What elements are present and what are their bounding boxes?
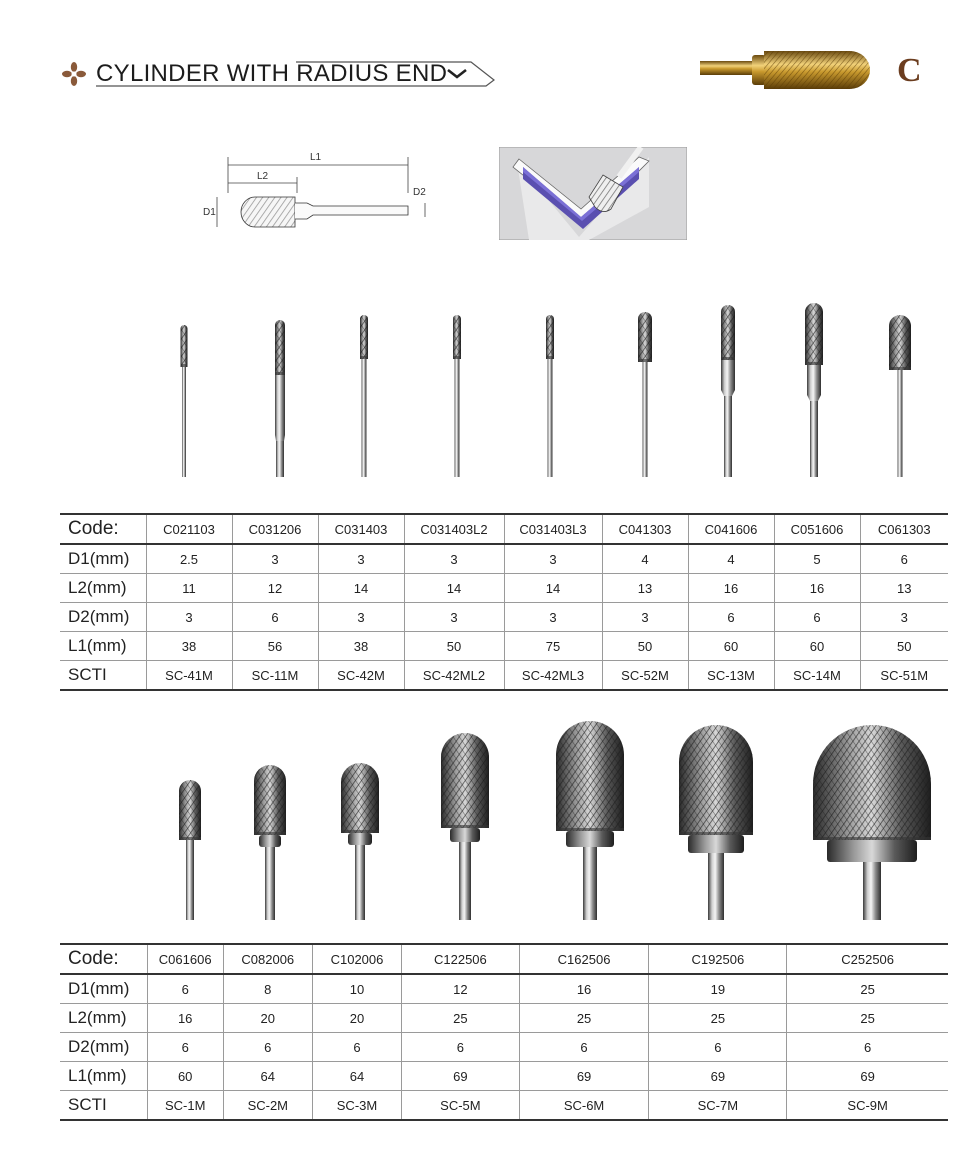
table-cell-d2: 6 [312, 1033, 401, 1062]
usage-illustration [499, 147, 687, 240]
row-label: L2(mm) [60, 1004, 147, 1033]
table-cell-l2: 25 [402, 1004, 520, 1033]
table-cell-l2: 25 [519, 1004, 649, 1033]
table-cell-l1: 69 [519, 1062, 649, 1091]
table-cell-d1: 19 [649, 974, 787, 1004]
table-cell-l1: 50 [602, 632, 688, 661]
table-cell-l1: 56 [232, 632, 318, 661]
table-cell-d2: 3 [602, 603, 688, 632]
chevron-down-icon [448, 70, 466, 77]
dimension-diagram [195, 145, 445, 240]
table-cell-l1: 38 [146, 632, 232, 661]
label-l2: L2 [257, 171, 269, 182]
table-row [60, 1091, 948, 1121]
table-cell-l2: 16 [774, 574, 860, 603]
burr-bit-b5 [679, 725, 753, 920]
table-cell-l1: 75 [504, 632, 602, 661]
row-label: SCTI [60, 661, 146, 691]
table-cell-d2: 6 [519, 1033, 649, 1062]
burr-bit-b4 [556, 721, 624, 920]
table-cell-code: C031403 [318, 514, 404, 544]
tools-row-1 [120, 295, 950, 485]
burr-bit-8 [889, 315, 911, 477]
row-label: L2(mm) [60, 574, 146, 603]
table-cell-l1: 50 [860, 632, 948, 661]
row-label: D2(mm) [60, 603, 146, 632]
table-cell-d1: 3 [404, 544, 504, 574]
table-cell-d2: 6 [147, 1033, 223, 1062]
table-cell-l1: 60 [774, 632, 860, 661]
table-cell-l1: 69 [787, 1062, 948, 1091]
table-cell-code: C162506 [519, 944, 649, 974]
table-cell-code: C192506 [649, 944, 787, 974]
table-cell-l1: 69 [402, 1062, 520, 1091]
table-cell-d1: 6 [147, 974, 223, 1004]
row-label: L1(mm) [60, 1062, 147, 1091]
table-cell-code: C021103 [146, 514, 232, 544]
table-cell-code: C031206 [232, 514, 318, 544]
row-label: D2(mm) [60, 1033, 147, 1062]
table-cell-l2: 13 [602, 574, 688, 603]
table-cell-d2: 3 [504, 603, 602, 632]
table-cell-l1: 64 [223, 1062, 312, 1091]
row-label: Code: [60, 944, 147, 974]
table-cell-l1: 38 [318, 632, 404, 661]
table-cell-scti: SC-42ML2 [404, 661, 504, 691]
burr-bit-1 [275, 320, 285, 477]
table-cell-scti: SC-11M [232, 661, 318, 691]
burr-bit-6 [721, 305, 735, 477]
table-cell-d2: 6 [223, 1033, 312, 1062]
table-cell-l1: 69 [649, 1062, 787, 1091]
table-cell-l2: 11 [146, 574, 232, 603]
table-cell-d2: 3 [404, 603, 504, 632]
table-cell-d1: 25 [787, 974, 948, 1004]
burr-bit-b3 [441, 733, 489, 920]
table-cell-scti: SC-14M [774, 661, 860, 691]
table-cell-code: C061303 [860, 514, 948, 544]
table-cell-d2: 6 [402, 1033, 520, 1062]
table-row [60, 1033, 948, 1062]
table-row [60, 661, 948, 691]
table-cell-d1: 16 [519, 974, 649, 1004]
burr-bit-0 [181, 325, 188, 477]
row-label: Code: [60, 514, 146, 544]
table-cell-l1: 50 [404, 632, 504, 661]
spec-table-2 [60, 943, 948, 1121]
table-cell-d2: 6 [688, 603, 774, 632]
table-row [60, 632, 948, 661]
table-cell-scti: SC-42M [318, 661, 404, 691]
burr-bit-4 [546, 315, 554, 477]
table-cell-scti: SC-9M [787, 1091, 948, 1121]
table-cell-d2: 6 [649, 1033, 787, 1062]
flower-icon [62, 62, 86, 86]
table-cell-scti: SC-52M [602, 661, 688, 691]
table-cell-scti: SC-2M [223, 1091, 312, 1121]
burr-bit-b1 [254, 765, 286, 920]
row-label: L1(mm) [60, 632, 146, 661]
table-cell-l2: 14 [504, 574, 602, 603]
table-cell-l2: 25 [787, 1004, 948, 1033]
row-label: D1(mm) [60, 544, 146, 574]
row-label: D1(mm) [60, 974, 147, 1004]
table-cell-code: C031403L3 [504, 514, 602, 544]
type-letter: C [897, 52, 922, 89]
table-cell-l2: 14 [318, 574, 404, 603]
table-cell-l1: 60 [688, 632, 774, 661]
burr-bit-b2 [341, 763, 379, 920]
label-l1: L1 [310, 152, 322, 163]
table-cell-d2: 6 [787, 1033, 948, 1062]
label-d2: D2 [413, 187, 426, 198]
table-row [60, 603, 948, 632]
table-row [60, 974, 948, 1004]
table-row [60, 574, 948, 603]
table-cell-d1: 12 [402, 974, 520, 1004]
table-row [60, 1062, 948, 1091]
table-cell-scti: SC-42ML3 [504, 661, 602, 691]
table-cell-d1: 3 [318, 544, 404, 574]
table-cell-l2: 20 [312, 1004, 401, 1033]
header-underline [96, 60, 496, 88]
table-cell-l2: 16 [688, 574, 774, 603]
burr-bit-7 [805, 303, 823, 477]
table-cell-scti: SC-13M [688, 661, 774, 691]
table-cell-scti: SC-41M [146, 661, 232, 691]
table-row [60, 544, 948, 574]
table-cell-d2: 3 [146, 603, 232, 632]
table-cell-l1: 64 [312, 1062, 401, 1091]
table-cell-d1: 2.5 [146, 544, 232, 574]
table-cell-d2: 3 [318, 603, 404, 632]
table-cell-code: C041606 [688, 514, 774, 544]
table-cell-d2: 6 [774, 603, 860, 632]
section-title: CYLINDER WITH RADIUS END [96, 60, 448, 87]
burr-bit-b6 [813, 725, 931, 920]
tools-row-2 [120, 715, 950, 925]
table-cell-l2: 12 [232, 574, 318, 603]
table-cell-l2: 20 [223, 1004, 312, 1033]
table-cell-d1: 10 [312, 974, 401, 1004]
spec-table-1 [60, 513, 948, 691]
table-cell-d1: 3 [504, 544, 602, 574]
table-cell-d1: 6 [860, 544, 948, 574]
table-cell-code: C041303 [602, 514, 688, 544]
table-cell-code: C051606 [774, 514, 860, 544]
table-cell-d2: 3 [860, 603, 948, 632]
table-row [60, 1004, 948, 1033]
table-cell-code: C102006 [312, 944, 401, 974]
burr-bit-b0 [179, 780, 201, 920]
table-cell-scti: SC-5M [402, 1091, 520, 1121]
table-cell-d2: 6 [232, 603, 318, 632]
table-cell-code: C031403L2 [404, 514, 504, 544]
table-cell-d1: 5 [774, 544, 860, 574]
table-cell-l2: 25 [649, 1004, 787, 1033]
table-cell-code: C082006 [223, 944, 312, 974]
table-cell-code: C122506 [402, 944, 520, 974]
table-header-row [60, 514, 948, 544]
table-cell-scti: SC-6M [519, 1091, 649, 1121]
table-cell-scti: SC-7M [649, 1091, 787, 1121]
table-cell-l2: 13 [860, 574, 948, 603]
burr-bit-5 [638, 312, 652, 477]
table-cell-scti: SC-51M [860, 661, 948, 691]
table-cell-d1: 8 [223, 974, 312, 1004]
table-cell-scti: SC-1M [147, 1091, 223, 1121]
table-cell-d1: 4 [688, 544, 774, 574]
table-header-row [60, 944, 948, 974]
row-label: SCTI [60, 1091, 147, 1121]
table-cell-l2: 16 [147, 1004, 223, 1033]
table-cell-d1: 4 [602, 544, 688, 574]
table-cell-l2: 14 [404, 574, 504, 603]
label-d1: D1 [203, 207, 216, 218]
table-cell-l1: 60 [147, 1062, 223, 1091]
burr-bit-3 [453, 315, 461, 477]
table-cell-d1: 3 [232, 544, 318, 574]
burr-thumbnail [700, 45, 880, 95]
burr-bit-2 [360, 315, 368, 477]
table-cell-scti: SC-3M [312, 1091, 401, 1121]
table-cell-code: C252506 [787, 944, 948, 974]
table-cell-code: C061606 [147, 944, 223, 974]
